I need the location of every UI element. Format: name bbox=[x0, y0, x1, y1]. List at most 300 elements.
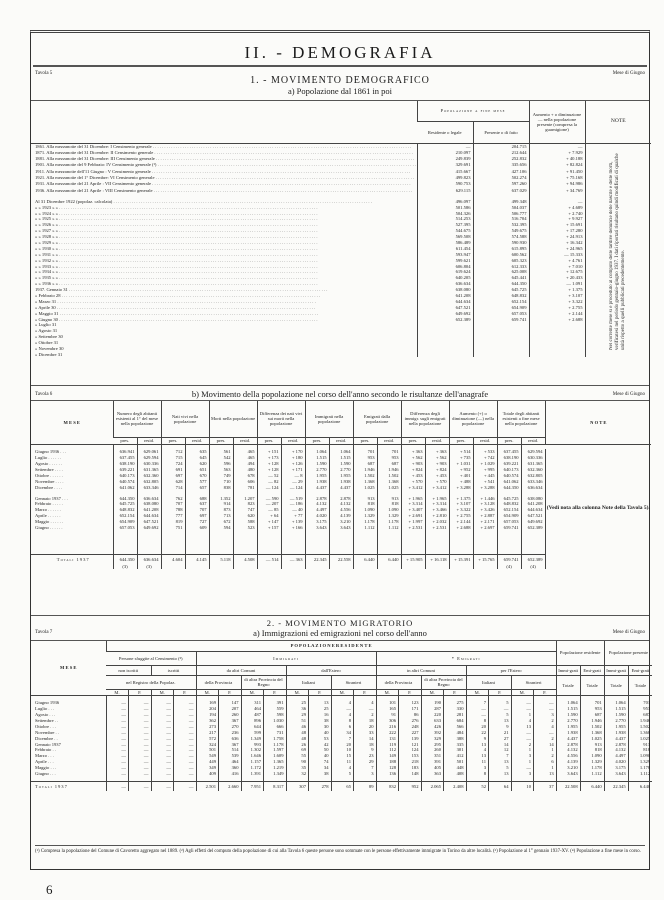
cell-value: 637.455 bbox=[497, 449, 521, 455]
totale-header: Totale bbox=[628, 675, 652, 695]
cell-value: + 3.288 bbox=[449, 484, 473, 490]
cell-value: + 94.986 bbox=[529, 181, 585, 187]
cell-value: 4 bbox=[534, 724, 557, 730]
cell-value: 636 bbox=[219, 735, 242, 741]
cell-value: 30 bbox=[309, 724, 332, 730]
cell-value: + 2.755 bbox=[449, 513, 473, 519]
cell-value: 631.365 bbox=[137, 467, 161, 473]
footnote-ref: (3) bbox=[137, 564, 161, 569]
registro-header: nel Registro della Popolaz. bbox=[106, 675, 196, 689]
emigrati-res-header: Emi-grati bbox=[580, 665, 604, 675]
cell-value: 697 bbox=[185, 513, 209, 519]
cell-value: 636.634 bbox=[417, 281, 473, 287]
cell-value: 590.753 bbox=[417, 181, 473, 187]
cell-value: — bbox=[174, 765, 197, 771]
mese-header: M E S E bbox=[31, 401, 113, 444]
altra-provincia-header: di altra Provincia del Regno bbox=[241, 675, 286, 689]
cell-value: 539 bbox=[219, 753, 242, 759]
row-label: » » 1931 » » . . . bbox=[31, 251, 417, 257]
cell-value: 645 bbox=[185, 455, 209, 461]
cell-value: — bbox=[534, 706, 557, 712]
resid-subheader: resid. bbox=[185, 437, 209, 444]
cell-value: 33 bbox=[354, 729, 377, 735]
cell-value: 183 bbox=[399, 765, 422, 771]
cell-value: 788 bbox=[161, 507, 185, 513]
cell-value: — 514 bbox=[257, 555, 281, 564]
cell-value: 260 bbox=[421, 747, 444, 753]
cell-value: 35 bbox=[286, 765, 309, 771]
cell-value: 684 bbox=[444, 718, 467, 724]
cell-value: 701 bbox=[353, 449, 377, 455]
cell-value: 3.643 bbox=[305, 525, 329, 531]
cell-value: 574.588 bbox=[473, 234, 529, 240]
cell-value: 1 bbox=[511, 759, 534, 765]
cell-value: — bbox=[151, 729, 174, 735]
row-label: Giugno . . . . . . bbox=[35, 525, 63, 531]
female-subheader: F. bbox=[534, 689, 557, 695]
cell-value: 29 bbox=[354, 759, 377, 765]
cell-value: 641.062 bbox=[113, 484, 137, 490]
popolazione-header: Popolazione a fine mese bbox=[417, 101, 529, 121]
cell-value: + 2.531 bbox=[425, 525, 449, 531]
cell-value: 620 bbox=[233, 513, 257, 519]
cell-value: + 570 bbox=[425, 478, 449, 484]
cell-value: 64 bbox=[489, 782, 512, 791]
cell-value: 1.515 bbox=[556, 706, 580, 712]
footnote-ref bbox=[329, 564, 353, 569]
column-header: Numero degli abitanti esistenti al 1° del mese nella popolazione bbox=[113, 401, 161, 437]
cell-value: 4 bbox=[511, 718, 534, 724]
cell-value: 649.692 bbox=[521, 519, 545, 525]
cell-value: 644.634 bbox=[521, 507, 545, 513]
cell-value: + 64 bbox=[257, 513, 281, 519]
cell-value: + 24.965 bbox=[529, 246, 585, 252]
cell-value: 13 bbox=[489, 718, 512, 724]
cell-value: 48 bbox=[286, 729, 309, 735]
row-label: Gennaio 1937 bbox=[35, 741, 61, 747]
cell-value: 657.053 bbox=[497, 519, 521, 525]
spacer-cell bbox=[113, 531, 137, 555]
cell-value: 22.345 bbox=[604, 782, 628, 791]
cell-value: — bbox=[511, 765, 534, 771]
cell-value: 388 bbox=[444, 735, 467, 741]
cell-value: 22.508 bbox=[556, 782, 580, 791]
cell-value: + 363 bbox=[425, 449, 449, 455]
row-label: » Ottobre 31 bbox=[35, 340, 59, 346]
cell-value: + 3.314 bbox=[401, 501, 425, 507]
cell-value: + 541 bbox=[473, 478, 497, 484]
cell-value: 3 bbox=[534, 712, 557, 718]
tavola-7 bbox=[31, 615, 649, 843]
cell-value: 615.895 bbox=[473, 246, 529, 252]
cell-value: 204 bbox=[196, 706, 219, 712]
cell-value: + 3.412 bbox=[401, 484, 425, 490]
cell-value: + 126 bbox=[281, 461, 305, 467]
cell-value: 5 bbox=[331, 771, 354, 777]
cell-value: 4.497 bbox=[305, 507, 329, 513]
cell-value: 611.454 bbox=[417, 246, 473, 252]
footnote-ref bbox=[185, 564, 209, 569]
cell-value: 1.178 bbox=[377, 519, 401, 525]
cell-value: 6.440 bbox=[353, 555, 377, 564]
row-label: » Novembre 30 bbox=[35, 345, 64, 351]
cell-value: — bbox=[106, 771, 129, 777]
cell-value: 514.253 bbox=[417, 216, 473, 222]
cell-value: — 52 bbox=[257, 473, 281, 479]
cell-value: 11 bbox=[466, 759, 489, 765]
row-label: Gennaio 1937 . . . bbox=[35, 495, 68, 501]
cell-value: 914 bbox=[209, 501, 233, 507]
cell-value: 597.260 bbox=[473, 181, 529, 187]
cell-value: 1.302 bbox=[241, 747, 264, 753]
cell-value: 123 bbox=[399, 700, 422, 706]
cell-value: 629.061 bbox=[137, 449, 161, 455]
resid-subheader: resid. bbox=[377, 437, 401, 444]
row-label: Marzo . . . bbox=[35, 753, 54, 759]
row-label: » » 1935 » » . . . bbox=[31, 275, 417, 281]
cell-value: 501 bbox=[444, 759, 467, 765]
cell-value: 819 bbox=[161, 519, 185, 525]
female-subheader: F. bbox=[489, 689, 512, 695]
cell-value: 25 bbox=[309, 706, 332, 712]
cell-value: 606.804 bbox=[417, 263, 473, 269]
dall-estero-header: dall'Estero bbox=[286, 665, 376, 675]
cell-value: 7 bbox=[331, 735, 354, 741]
della-provincia-header: della Provincia bbox=[376, 675, 421, 689]
cell-value: — bbox=[331, 706, 354, 712]
cell-value: 630.336 bbox=[137, 461, 161, 467]
cell-value: 40 bbox=[309, 729, 332, 735]
cell-value: 644.350 bbox=[113, 495, 137, 501]
cell-value: 593.947 bbox=[417, 251, 473, 257]
spacer-cell bbox=[449, 531, 473, 555]
cell-value: — bbox=[129, 718, 152, 724]
cell-value: 714 bbox=[161, 484, 185, 490]
row-label: » Febbraio 28 . . . bbox=[31, 293, 417, 299]
cell-value: 633.346 bbox=[137, 484, 161, 490]
cell-value: 9 bbox=[489, 724, 512, 730]
cell-value: — bbox=[489, 706, 512, 712]
cell-value: 204.715 bbox=[473, 143, 529, 149]
row-label: » » 1936 » » . . . bbox=[31, 281, 417, 287]
cell-value: 2.065 bbox=[421, 782, 444, 791]
cell-value: — bbox=[129, 759, 152, 765]
cell-value: — bbox=[106, 747, 129, 753]
cell-value: + 139 bbox=[281, 519, 305, 525]
cell-value: 649.692 bbox=[417, 310, 473, 316]
cell-value: 335 bbox=[444, 741, 467, 747]
cell-value: 577 bbox=[185, 478, 209, 484]
cell-value: + 3.107 bbox=[529, 293, 585, 299]
male-subheader: M. bbox=[241, 689, 264, 695]
cell-value: — 85 bbox=[257, 507, 281, 513]
cell-value: 22.558 bbox=[329, 555, 353, 564]
cell-value: 598 bbox=[264, 712, 287, 718]
spacer-cell bbox=[425, 531, 449, 555]
cell-value: 823 bbox=[233, 501, 257, 507]
italiani-header: Italiani bbox=[466, 675, 511, 689]
cell-value: 749 bbox=[209, 473, 233, 479]
cell-value: 2.408 bbox=[444, 782, 467, 791]
cell-value: 74 bbox=[309, 759, 332, 765]
cell-value: 1.946 bbox=[353, 467, 377, 473]
cell-value: 3.643 bbox=[329, 525, 353, 531]
cell-value: 7 bbox=[489, 753, 512, 759]
cell-value: 1.025 bbox=[628, 735, 652, 741]
cell-value: + 514 bbox=[449, 449, 473, 455]
column-header: Differenza dei nati vivi sui morti nella popolazione bbox=[257, 401, 305, 437]
cell-value: — bbox=[106, 729, 129, 735]
cell-value: + 533 bbox=[473, 449, 497, 455]
cell-value: 638.190 bbox=[113, 461, 137, 467]
row-label: 1871. Alla mezzanotte del 31 Dicembre: II Censimento generale . . . bbox=[31, 149, 417, 155]
cell-value: — bbox=[106, 706, 129, 712]
cell-value: 4.556 bbox=[556, 753, 580, 759]
cell-value: 1.938 bbox=[305, 478, 329, 484]
cell-value: 1 bbox=[534, 765, 557, 771]
cell-value: 9 bbox=[466, 735, 489, 741]
divider bbox=[33, 65, 647, 67]
male-subheader: M. bbox=[466, 689, 489, 695]
cell-value: + 995 bbox=[473, 467, 497, 473]
cell-value: 427.106 bbox=[473, 168, 529, 174]
cell-value: 506.777 bbox=[473, 210, 529, 216]
cell-value: 391 bbox=[264, 700, 287, 706]
spacer-cell bbox=[209, 531, 233, 555]
population-table bbox=[31, 101, 651, 357]
cell-value: + 824 bbox=[401, 467, 425, 473]
cell-value: 464 bbox=[241, 706, 264, 712]
cell-value: 335.656 bbox=[473, 162, 529, 168]
cell-value: 1.946 bbox=[580, 718, 604, 724]
cell-value: 7.951 bbox=[241, 782, 264, 791]
cell-value: — 124 bbox=[281, 484, 305, 490]
cell-value: — bbox=[106, 718, 129, 724]
cell-value: 1.502 bbox=[580, 724, 604, 730]
cell-value: 405 bbox=[421, 765, 444, 771]
cell-value: 13 bbox=[489, 759, 512, 765]
cell-value: 165 bbox=[376, 706, 399, 712]
row-label: Totali 1937 bbox=[31, 555, 113, 564]
cell-value: 1.178 bbox=[353, 519, 377, 525]
cell-value: 687 bbox=[628, 712, 652, 718]
cell-value: 210.097 bbox=[417, 149, 473, 155]
cell-value: 7 bbox=[466, 700, 489, 706]
aumento-header: Aumento + o diminuzione — nella popolazione presente (compresa la guarnigione) bbox=[529, 101, 585, 143]
cell-value: 953 bbox=[353, 455, 377, 461]
cell-value: + 1.375 bbox=[449, 495, 473, 501]
cell-value: 15 bbox=[331, 753, 354, 759]
cell-value: 701 bbox=[628, 700, 652, 706]
cell-value: 9 bbox=[354, 747, 377, 753]
cell-value: 1.112 bbox=[628, 771, 652, 777]
cell-value: 514 bbox=[219, 747, 242, 753]
cell-value: 415.667 bbox=[417, 168, 473, 174]
cell-value: 3.643 bbox=[556, 771, 580, 777]
cell-value: 14 bbox=[489, 741, 512, 747]
row-label: » » 1933 » » . . . bbox=[31, 263, 417, 269]
row-label: » Maggio 31 . . . bbox=[31, 310, 417, 316]
cell-value: 707 bbox=[161, 501, 185, 507]
cell-value: 121 bbox=[399, 741, 422, 747]
cell-value: — bbox=[106, 782, 129, 791]
cell-value: 281 bbox=[444, 712, 467, 718]
cell-value: — 82 bbox=[257, 478, 281, 484]
cell-value: + 2.691 bbox=[401, 513, 425, 519]
cell-value: 217 bbox=[196, 729, 219, 735]
row-label: Giugno . . . bbox=[35, 771, 56, 777]
cell-value: — bbox=[174, 747, 197, 753]
cell-value: 2.770 bbox=[329, 467, 353, 473]
cell-value: 637 bbox=[185, 501, 209, 507]
cell-value: + 3.128 bbox=[473, 501, 497, 507]
stranieri-header: Stranieri bbox=[331, 675, 376, 689]
cell-value: 1.090 bbox=[353, 507, 377, 513]
cell-value bbox=[529, 352, 585, 358]
page-number: 6 bbox=[46, 882, 53, 897]
cell-value: — bbox=[466, 706, 489, 712]
cell-value: 496.097 bbox=[417, 198, 473, 204]
tavola-6 bbox=[31, 385, 649, 613]
cell-value: — bbox=[174, 771, 197, 777]
cell-value: 1.064 bbox=[305, 449, 329, 455]
cell-value: 569.508 bbox=[417, 234, 473, 240]
cell-value: 40 bbox=[309, 753, 332, 759]
spacer-cell bbox=[521, 531, 545, 555]
cell-value: 20 bbox=[354, 724, 377, 730]
cell-value: — bbox=[106, 759, 129, 765]
cell-value: 362 bbox=[196, 718, 219, 724]
cell-value: + 9.927 bbox=[529, 216, 585, 222]
cell-value: 639.221 bbox=[497, 461, 521, 467]
cell-value: 715 bbox=[161, 455, 185, 461]
cell-value: 645.725 bbox=[473, 287, 529, 293]
cell-value: — bbox=[106, 735, 129, 741]
spacer-cell bbox=[233, 531, 257, 555]
cell-value: + 180 bbox=[281, 455, 305, 461]
cell-value: 12 bbox=[489, 747, 512, 753]
cell-value: 504.326 bbox=[417, 210, 473, 216]
cell-value: 647.521 bbox=[417, 304, 473, 310]
cell-value: — bbox=[106, 724, 129, 730]
cell-value: 649.692 bbox=[137, 525, 161, 531]
cell-value: 14 bbox=[534, 741, 557, 747]
cell-value: 34 bbox=[309, 765, 332, 771]
cell-value: — bbox=[129, 712, 152, 718]
cell-value: — bbox=[129, 735, 152, 741]
cell-value: 329.691 bbox=[417, 162, 473, 168]
cell-value: 644.634 bbox=[417, 299, 473, 305]
cell-value: 2.878 bbox=[305, 495, 329, 501]
cell-value: 647.521 bbox=[521, 513, 545, 519]
cell-value: 625.008 bbox=[473, 269, 529, 275]
footnote-ref: (4) bbox=[497, 564, 521, 569]
cell-value: + 3.107 bbox=[449, 501, 473, 507]
cell-value: 23 bbox=[354, 753, 377, 759]
male-subheader: M. bbox=[511, 689, 534, 695]
cell-value: 3 bbox=[511, 753, 534, 759]
total-row bbox=[31, 782, 652, 791]
cell-value: — bbox=[151, 741, 174, 747]
footnote-ref bbox=[305, 564, 329, 569]
tavola-label: Tavola 5 bbox=[35, 71, 53, 76]
cell-value: 349 bbox=[196, 765, 219, 771]
cell-value: 13 bbox=[466, 753, 489, 759]
cell-value: 781 bbox=[233, 484, 257, 490]
cell-value: 644 bbox=[241, 724, 264, 730]
cell-value: 688 bbox=[185, 495, 209, 501]
cell-value: 190 bbox=[421, 700, 444, 706]
cell-value: 18 bbox=[354, 741, 377, 747]
cell-value: 640.173 bbox=[497, 467, 521, 473]
cell-value: 464 bbox=[219, 759, 242, 765]
cell-value: 913 bbox=[580, 741, 604, 747]
cell-value: 4.604 bbox=[161, 555, 185, 564]
row-label: » Dicembre 31 bbox=[35, 351, 63, 357]
cell-value: + 171 bbox=[281, 467, 305, 473]
cell-value: 169 bbox=[196, 700, 219, 706]
cell-value: 416 bbox=[219, 771, 242, 777]
cell-value: 4 bbox=[331, 712, 354, 718]
cell-value: 638.080 bbox=[417, 287, 473, 293]
cell-value: 101 bbox=[376, 700, 399, 706]
cell-value: 10 bbox=[511, 782, 534, 791]
cell-value: 124 bbox=[399, 747, 422, 753]
cell-value: 731 bbox=[264, 729, 287, 735]
section-subtitle: b) Movimento della popolazione nel corso dell'anno secondo le risultanze dell'anagrafe bbox=[191, 389, 489, 399]
note-cell: (Vedi nota alla colonna Note della Tavola 5). bbox=[545, 449, 651, 569]
cell-value: — bbox=[151, 765, 174, 771]
cell-value: 659.741 bbox=[473, 316, 529, 322]
cell-value: 913 bbox=[353, 495, 377, 501]
cell-value: 3.210 bbox=[556, 765, 580, 771]
cell-value: 631.365 bbox=[521, 461, 545, 467]
cell-value: 207 bbox=[219, 706, 242, 712]
cell-value: 494 bbox=[233, 461, 257, 467]
cell-value: 1.352 bbox=[209, 495, 233, 501]
row-label: Dicembre . . . . bbox=[35, 484, 63, 490]
cell-value: 1.502 bbox=[628, 724, 652, 730]
cell-value: 1.515 bbox=[305, 455, 329, 461]
cell-value: 27 bbox=[489, 735, 512, 741]
cell-value: 13 bbox=[534, 771, 557, 777]
cell-value: 6 bbox=[331, 724, 354, 730]
cell-value: 426 bbox=[421, 724, 444, 730]
cell-value: 212.644 bbox=[473, 149, 529, 155]
pres-subheader: pres. bbox=[449, 437, 473, 444]
male-subheader: M. bbox=[421, 689, 444, 695]
cell-value: — 15.333 bbox=[529, 251, 585, 257]
cell-value: + 2.144 bbox=[529, 310, 585, 316]
cell-value: 2.770 bbox=[556, 718, 580, 724]
cell-value: — bbox=[151, 771, 174, 777]
cell-value: 408 bbox=[444, 771, 467, 777]
cell-value: 1.946 bbox=[628, 718, 652, 724]
cell-value: 838 bbox=[209, 484, 233, 490]
cell-value: — bbox=[174, 706, 197, 712]
cell-value: 633 bbox=[421, 718, 444, 724]
row-label: Settembre . . . . bbox=[35, 467, 63, 473]
cell-value: 657.053 bbox=[473, 310, 529, 316]
cell-value: 640.574 bbox=[113, 478, 137, 484]
cell-value: + 173 bbox=[257, 455, 281, 461]
cell-value: 1.502 bbox=[353, 473, 377, 479]
spacer-cell bbox=[31, 531, 113, 555]
cell-value: 112 bbox=[376, 747, 399, 753]
cell-value: 645.725 bbox=[113, 501, 137, 507]
cell-value: — bbox=[151, 700, 174, 706]
non-iscritti-header: non iscritti bbox=[106, 665, 151, 675]
